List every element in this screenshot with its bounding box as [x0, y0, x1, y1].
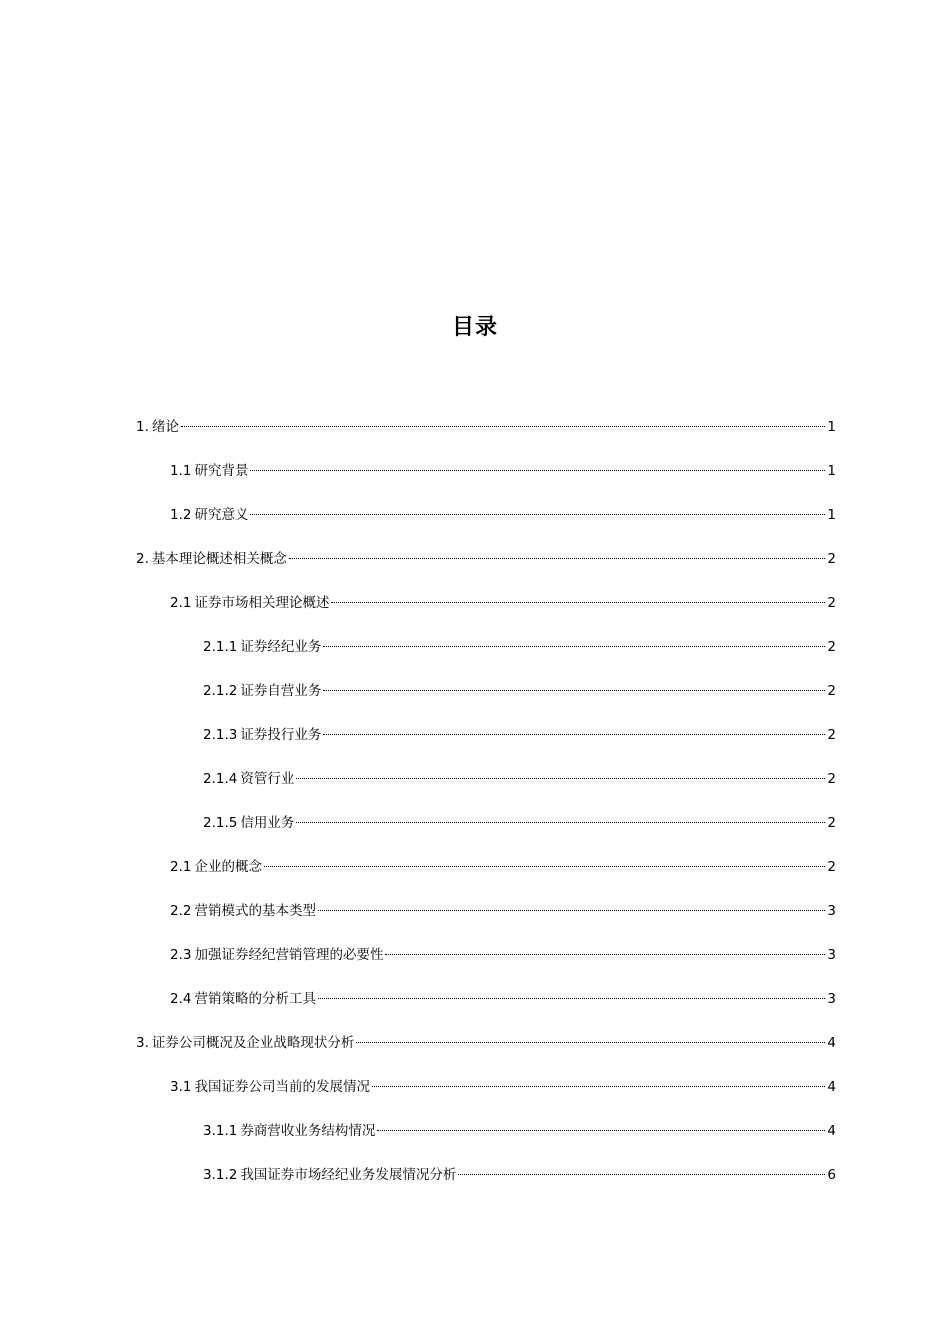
- toc-entry-title: 证券投行业务: [240, 727, 322, 743]
- toc-entry-title: 研究意义: [194, 507, 249, 523]
- toc-entry[interactable]: [136, 724, 836, 768]
- toc-dot-leader: [331, 602, 825, 603]
- toc-entry-title: 加强证券经纪营销管理的必要性: [194, 947, 384, 963]
- toc-entry-number: 2.1.4: [203, 771, 238, 787]
- toc-dot-leader: [372, 1086, 825, 1087]
- toc-entry-number: 2.3: [170, 947, 192, 963]
- toc-dot-leader: [318, 910, 825, 911]
- toc-entry-page: 1: [827, 419, 836, 435]
- toc-dot-leader: [296, 778, 825, 779]
- toc-entry-title: 基本理论概述相关概念: [151, 551, 287, 567]
- toc-entry-number: 2.: [136, 551, 149, 567]
- toc-entry-page: 6: [827, 1167, 836, 1183]
- toc-entry-number: 2.1.5: [203, 815, 238, 831]
- toc-entry[interactable]: [136, 1032, 836, 1076]
- toc-entry[interactable]: [136, 856, 836, 900]
- toc-entry-number: 3.1.2: [203, 1167, 238, 1183]
- toc-title: 目录: [451, 315, 498, 340]
- toc-entry-number: 2.1: [170, 595, 192, 611]
- toc-entry-page: 1: [827, 463, 836, 479]
- toc-entry-number: 3.: [136, 1035, 149, 1051]
- toc-entry[interactable]: [136, 1120, 836, 1164]
- toc-dot-leader: [323, 646, 825, 647]
- toc-entry[interactable]: [136, 1164, 836, 1208]
- toc-dot-leader: [377, 1130, 825, 1131]
- toc-entry[interactable]: [136, 988, 836, 1032]
- toc-entry-number: 2.2: [170, 903, 192, 919]
- toc-dot-leader: [356, 1042, 825, 1043]
- toc-dot-leader: [264, 866, 825, 867]
- toc-entry-number: 1.2: [170, 507, 192, 523]
- toc-entry-page: 2: [827, 859, 836, 875]
- toc-entry-page: 2: [827, 595, 836, 611]
- toc-dot-leader: [181, 426, 826, 427]
- toc-entry-title: 我国证券公司当前的发展情况: [194, 1079, 370, 1095]
- toc-entry-number: 1.: [136, 419, 149, 435]
- toc-entry-number: 3.1: [170, 1079, 192, 1095]
- toc-entry-title: 证券公司概况及企业战略现状分析: [151, 1035, 355, 1051]
- toc-entry-title: 信用业务: [240, 815, 295, 831]
- toc-entry[interactable]: [136, 900, 836, 944]
- toc-entry-number: 2.1.2: [203, 683, 238, 699]
- toc-entry[interactable]: [136, 460, 836, 504]
- toc-entry-title: 研究背景: [194, 463, 249, 479]
- toc-entry-page: 2: [827, 815, 836, 831]
- toc-entry[interactable]: [136, 680, 836, 724]
- toc-entry[interactable]: [136, 548, 836, 592]
- toc-entry-page: 3: [827, 947, 836, 963]
- toc-entry-title: 证券经纪业务: [240, 639, 322, 655]
- toc-entry-number: 3.1.1: [203, 1123, 238, 1139]
- toc-list: [136, 416, 836, 1208]
- toc-entry[interactable]: [136, 1076, 836, 1120]
- toc-entry-title: 我国证券市场经纪业务发展情况分析: [240, 1167, 457, 1183]
- toc-entry[interactable]: [136, 944, 836, 988]
- toc-entry-title: 企业的概念: [194, 859, 262, 875]
- toc-dot-leader: [323, 690, 825, 691]
- toc-entry-number: 2.1.1: [203, 639, 238, 655]
- toc-entry-page: 2: [827, 639, 836, 655]
- toc-entry-page: 3: [827, 991, 836, 1007]
- toc-entry-number: 2.4: [170, 991, 192, 1007]
- toc-dot-leader: [250, 470, 825, 471]
- toc-entry-page: 4: [827, 1035, 836, 1051]
- toc-entry-page: 2: [827, 727, 836, 743]
- toc-entry-title: 资管行业: [240, 771, 295, 787]
- toc-entry-number: 2.1.3: [203, 727, 238, 743]
- toc-dot-leader: [296, 822, 825, 823]
- toc-entry-title: 绪论: [151, 419, 179, 435]
- toc-entry[interactable]: [136, 504, 836, 548]
- toc-entry-page: 3: [827, 903, 836, 919]
- toc-entry-page: 2: [827, 771, 836, 787]
- toc-dot-leader: [289, 558, 826, 559]
- toc-entry-page: 4: [827, 1123, 836, 1139]
- toc-dot-leader: [250, 514, 825, 515]
- toc-entry-page: 2: [827, 551, 836, 567]
- toc-dot-leader: [323, 734, 825, 735]
- toc-dot-leader: [318, 998, 825, 999]
- toc-entry-title: 证券自营业务: [240, 683, 322, 699]
- toc-entry-page: 2: [827, 683, 836, 699]
- toc-entry[interactable]: [136, 416, 836, 460]
- toc-entry[interactable]: [136, 812, 836, 856]
- toc-entry[interactable]: [136, 592, 836, 636]
- toc-entry-title: 证券市场相关理论概述: [194, 595, 330, 611]
- toc-entry-title: 券商营收业务结构情况: [240, 1123, 376, 1139]
- toc-dot-leader: [385, 954, 825, 955]
- toc-entry-number: 1.1: [170, 463, 192, 479]
- toc-entry[interactable]: [136, 636, 836, 680]
- toc-entry-title: 营销策略的分析工具: [194, 991, 316, 1007]
- toc-entry-page: 4: [827, 1079, 836, 1095]
- toc-entry-title: 营销模式的基本类型: [194, 903, 316, 919]
- toc-entry-page: 1: [827, 507, 836, 523]
- toc-entry[interactable]: [136, 768, 836, 812]
- toc-dot-leader: [458, 1174, 825, 1175]
- toc-entry-number: 2.1: [170, 859, 192, 875]
